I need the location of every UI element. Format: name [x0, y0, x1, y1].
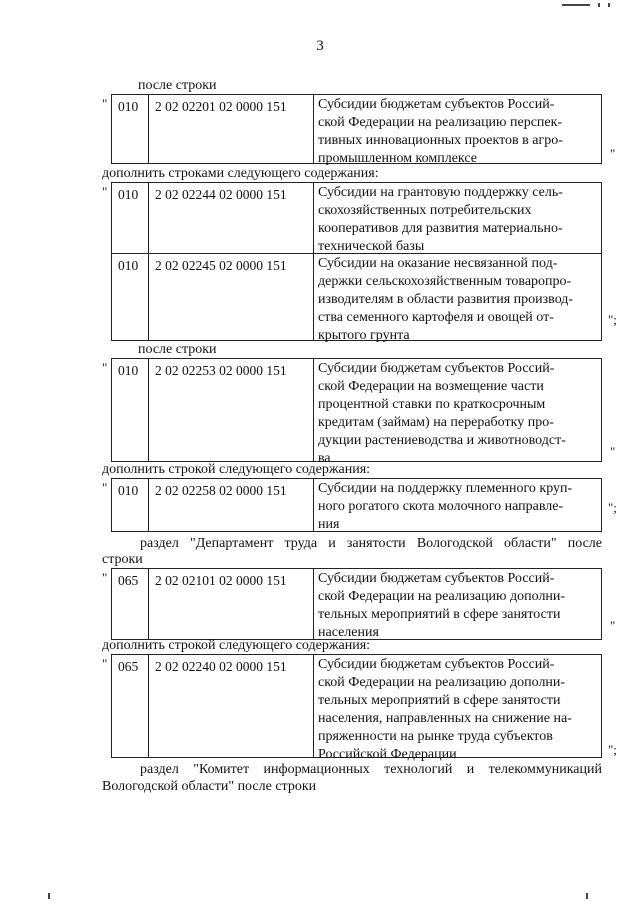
section-heading-it-cont: Вологодской области" после строки: [102, 779, 317, 794]
cell-code: 2 02 02253 02 0000 151: [148, 358, 314, 462]
scan-mark-top-right-2: [598, 3, 600, 7]
cell-desc: [313, 94, 602, 164]
cell-desc: [313, 568, 602, 640]
desc-line: кооперативов для развития материально-: [318, 221, 563, 236]
quote-right: ": [610, 618, 616, 633]
desc-line: Субсидии на оказание несвязанной под-: [318, 256, 558, 271]
desc-line: ства семенного картофеля и овощей от-: [318, 310, 554, 325]
desc-line: дукции растениеводства и животноводст-: [318, 433, 566, 448]
cell-desc: [313, 358, 602, 466]
desc-line: процентной ставки по краткосрочным: [318, 397, 546, 412]
desc-line: Субсидии бюджетам субъектов Россий-: [318, 571, 555, 586]
desc-line: тельных мероприятий в сфере занятости: [318, 693, 561, 708]
cell-desc: [313, 253, 602, 341]
desc-line: крытого грунта: [318, 328, 410, 343]
cell-code: 2 02 02201 02 0000 151: [148, 94, 314, 164]
desc-line: кредитам (займам) на переработку про-: [318, 415, 554, 430]
desc-line: пряженности на рынке труда субъектов: [318, 729, 553, 744]
quote-semicolon: ";: [608, 742, 617, 757]
desc-line: Субсидии на поддержку племенного круп-: [318, 481, 573, 496]
after-line-label: после строки: [138, 342, 217, 357]
add-line-label: дополнить строкой следующего содержания:: [102, 462, 371, 477]
after-line-label: после строки: [138, 78, 217, 93]
quote-semicolon: ";: [608, 500, 617, 515]
desc-line: тивных инновационных проектов в агро-: [318, 133, 563, 148]
desc-line: ния: [318, 517, 340, 532]
cell-code: 2 02 02258 02 0000 151: [148, 478, 314, 532]
desc-line: скохозяйственных потребительских: [318, 203, 532, 218]
quote-left: ": [102, 360, 108, 375]
cell-desc: [313, 654, 602, 762]
cell-num: 065: [111, 568, 149, 640]
quote-left: ": [102, 570, 108, 585]
desc-line: ного рогатого скота молочного направле-: [318, 499, 564, 514]
scan-mark-bottom-right: [586, 893, 588, 899]
cell-desc: [313, 182, 602, 254]
cell-code: 2 02 02245 02 0000 151: [148, 253, 314, 341]
quote-left: ": [102, 480, 108, 495]
add-line-label: дополнить строкой следующего содержания:: [102, 638, 371, 653]
desc-line: Субсидии на грантовую поддержку сель-: [318, 185, 563, 200]
cell-num: 010: [111, 94, 149, 164]
desc-line: Субсидии бюджетам субъектов Россий-: [318, 657, 555, 672]
desc-line: промышленном комплексе: [318, 151, 477, 166]
desc-line: населения, направленных на снижение на-: [318, 711, 572, 726]
section-heading-labor: раздел "Департамент труда и занятости Вологодской области" после: [140, 536, 602, 551]
quote-left: ": [102, 184, 108, 199]
scan-mark-top-right-3: [608, 3, 610, 7]
cell-code: 2 02 02101 02 0000 151: [148, 568, 314, 640]
quote-right: ": [610, 444, 616, 459]
desc-line: ва: [318, 451, 331, 466]
section-heading-labor-cont: строки: [102, 552, 143, 567]
cell-num: 010: [111, 358, 149, 462]
desc-line: ской Федерации на реализацию перспек-: [318, 115, 563, 130]
desc-line: ской Федерации на возмещение части: [318, 379, 544, 394]
desc-line: держки сельскохозяйственным товаропро-: [318, 274, 572, 289]
section-heading-it: раздел "Комитет информационных технологий и телекоммуникаций: [140, 762, 602, 777]
cell-num: 010: [111, 182, 149, 254]
desc-line: населения: [318, 625, 379, 640]
desc-line: Российской Федерации: [318, 747, 457, 762]
cell-desc: [313, 478, 602, 532]
scan-mark-top-right: [562, 4, 590, 6]
quote-semicolon: ";: [608, 312, 617, 327]
cell-num: 010: [111, 253, 149, 341]
cell-code: 2 02 02240 02 0000 151: [148, 654, 314, 758]
add-lines-label: дополнить строками следующего содержания:: [102, 166, 379, 181]
desc-line: ской Федерации на реализацию дополни-: [318, 589, 566, 604]
quote-left: ": [102, 96, 108, 111]
cell-num: 065: [111, 654, 149, 758]
quote-left: ": [102, 656, 108, 671]
desc-line: тельных мероприятий в сфере занятости: [318, 607, 561, 622]
desc-line: Субсидии бюджетам субъектов Россий-: [318, 97, 555, 112]
page-number: 3: [316, 38, 324, 54]
quote-right: ": [610, 146, 616, 161]
cell-num: 010: [111, 478, 149, 532]
desc-line: изводителям в области развития производ-: [318, 292, 574, 307]
desc-line: Субсидии бюджетам субъектов Россий-: [318, 361, 555, 376]
desc-line: технической базы: [318, 239, 425, 254]
cell-code: 2 02 02244 02 0000 151: [148, 182, 314, 254]
scan-mark-bottom-left: [48, 893, 50, 899]
desc-line: ской Федерации на реализацию дополни-: [318, 675, 566, 690]
